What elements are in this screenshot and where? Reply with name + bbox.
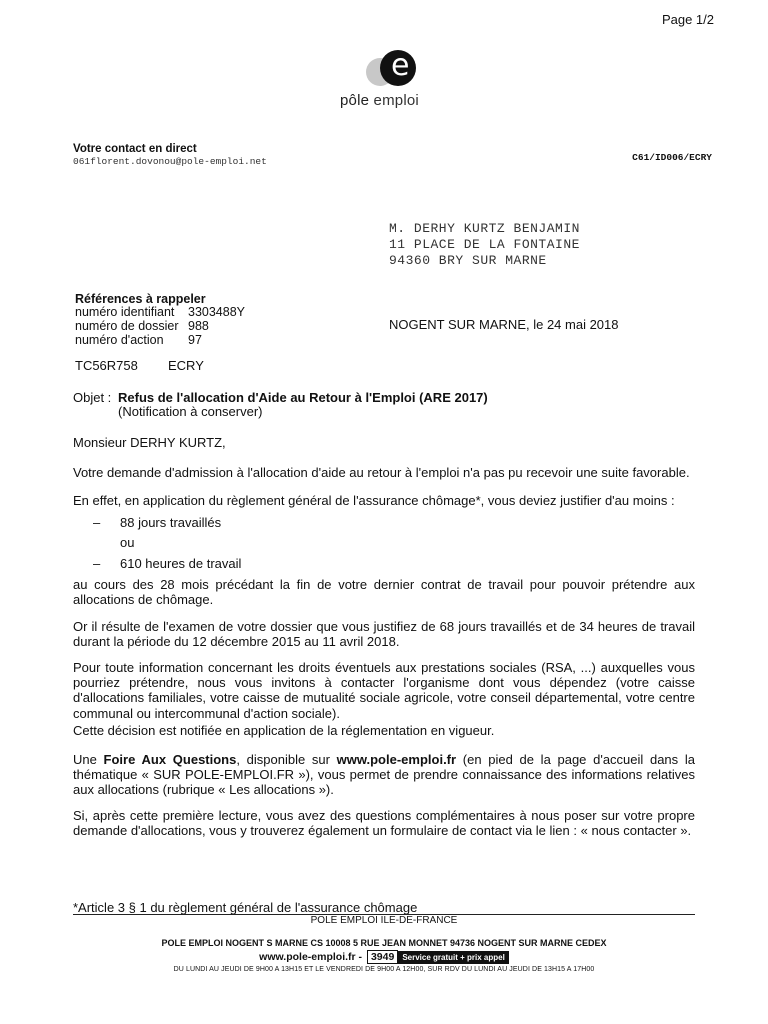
footer-address: POLE EMPLOI NOGENT S MARNE CS 10008 5 RUE JEAN MONNET 94736 NOGENT SUR MARNE CEDEX bbox=[161, 938, 607, 948]
paragraph-3: au cours des 28 mois précédant la fin de votre dernier contrat de travail pour pouvoir prétendre aux allocations de chômage. bbox=[73, 577, 695, 608]
subject-note: (Notification à conserver) bbox=[118, 404, 263, 419]
paragraph-8: Si, après cette première lecture, vous avez des questions complémentaires à nous poser sur votre propre demande d'allocations, vous y trouverez également un formulaire de contact via le lien : « nous contacter ». bbox=[73, 808, 695, 839]
footnote: *Article 3 § 1 du règlement général de l'assurance chômage bbox=[73, 900, 418, 915]
footer-phone-note: Service gratuit + prix appel bbox=[398, 951, 508, 964]
logo-word-pole: pôle bbox=[340, 92, 370, 109]
footer-phone: 3949 bbox=[367, 950, 398, 964]
faq-label: Foire Aux Questions bbox=[103, 752, 237, 767]
paragraph-1: Votre demande d'admission à l'allocation d'aide au retour à l'emploi n'a pas pu recevoir une suite favorable. bbox=[73, 465, 690, 480]
tc-code: TC56R758 bbox=[75, 358, 138, 373]
paragraph-2: En effet, en application du règlement général de l'assurance chômage*, vous deviez justifier d'au moins : bbox=[73, 493, 675, 508]
ref-value-dossier: 988 bbox=[188, 319, 209, 333]
ref-value-identifiant: 3303488Y bbox=[188, 305, 246, 319]
recipient-street: 11 PLACE DE LA FONTAINE bbox=[389, 237, 580, 252]
page-number: Page 1/2 bbox=[661, 12, 714, 27]
ref-label-dossier: numéro de dossier bbox=[75, 319, 179, 333]
paragraph-6: Cette décision est notifiée en application de la réglementation en vigueur. bbox=[73, 723, 495, 738]
recipient-city: 94360 BRY SUR MARNE bbox=[389, 253, 547, 268]
ref-value-action: 97 bbox=[188, 333, 202, 347]
footer-hours: DU LUNDI AU JEUDI DE 9H00 A 13H15 ET LE VENDREDI DE 9H00 A 12H00, SUR RDV DU LUNDI AU JEUDI DE 13H15 A 17H00 bbox=[173, 966, 595, 973]
subject-label: Objet : bbox=[73, 390, 112, 405]
ref-label-identifiant: numéro identifiant bbox=[75, 305, 175, 319]
paragraph-5: Pour toute information concernant les droits éventuels aux prestations sociales (RSA, ...) auxquelles vous pourriez prétendre, nous vous invitons à contacter l'organisme dont vous dépendez (votre caisse d'allocations familiales, votre caisse de mutualité sociale agricole, votre conseil départemental, votre centre communal ou intercommunal d'action sociale). bbox=[73, 660, 695, 721]
website-link[interactable]: www.pole-emploi.fr bbox=[336, 752, 457, 767]
salutation: Monsieur DERHY KURTZ, bbox=[73, 435, 226, 450]
tc-site: ECRY bbox=[168, 358, 204, 373]
letter-code: C61/ID006/ECRY bbox=[632, 152, 712, 163]
footer-website[interactable]: www.pole-emploi.fr - bbox=[259, 950, 363, 963]
list-dash-2: – bbox=[93, 556, 101, 571]
contact-email: 061florent.dovonou@pole-emploi.net bbox=[73, 156, 267, 167]
list-dash-1: – bbox=[93, 515, 101, 530]
paragraph-7 bbox=[73, 752, 695, 798]
p7-text-b: , disponible sur bbox=[236, 752, 337, 767]
p7-text-c: (en pied de la page d'accueil dans la thématique « SUR POLE-EMPLOI.FR »), vous permet de prendre connaissance des informations relatives aux allocations (rubrique « Les allocations »). bbox=[73, 752, 695, 798]
recipient-name: M. DERHY KURTZ BENJAMIN bbox=[389, 221, 580, 236]
p7-text-a: Une bbox=[73, 752, 104, 767]
footer-contact bbox=[0, 950, 768, 964]
subject-title: Refus de l'allocation d'Aide au Retour à l'Emploi (ARE 2017) bbox=[118, 390, 488, 405]
footer-region: POLE EMPLOI ILE-DE-FRANCE bbox=[310, 915, 458, 926]
references-title: Références à rappeler bbox=[75, 292, 206, 306]
logo-word-emploi: emploi bbox=[373, 92, 419, 109]
logo-e-glyph: e bbox=[391, 48, 410, 83]
logo-wordmark bbox=[340, 92, 419, 109]
list-or: ou bbox=[120, 535, 135, 550]
ref-label-action: numéro d'action bbox=[75, 333, 164, 347]
list-item-1: 88 jours travaillés bbox=[120, 515, 222, 530]
list-item-2: 610 heures de travail bbox=[120, 556, 242, 571]
paragraph-4: Or il résulte de l'examen de votre dossier que vous justifiez de 68 jours travaillés et de 34 heures de travail durant la période du 12 décembre 2015 au 11 avril 2018. bbox=[73, 619, 695, 650]
place-date: NOGENT SUR MARNE, le 24 mai 2018 bbox=[389, 317, 619, 332]
contact-title: Votre contact en direct bbox=[73, 143, 197, 155]
